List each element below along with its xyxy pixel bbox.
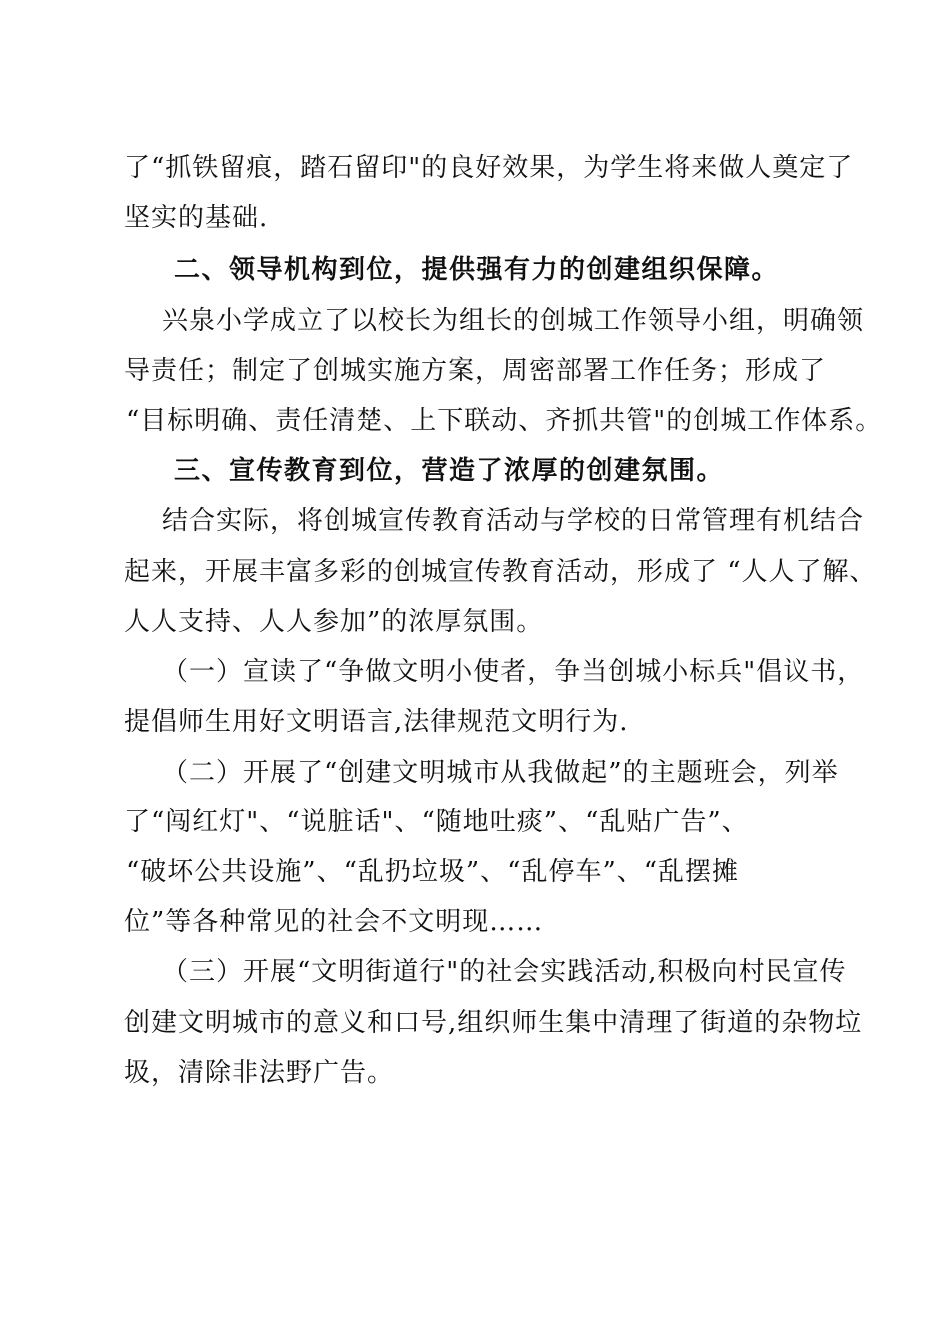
paragraph-line: 了“抓铁留痕，踏石留印"的良好效果，为学生将来做人奠定了 — [124, 153, 854, 183]
paragraph-line: 起来，开展丰富多彩的创城宣传教育活动，形成了 “人人了解、 — [124, 557, 877, 587]
paragraph-line: 兴泉小学成立了以校长为组长的创城工作领导小组，明确领 — [162, 306, 865, 336]
list-item-2: （二）开展了“创建文明城市从我做起”的主题班会，列举 — [162, 758, 839, 788]
section-heading-2: 二、领导机构到位，提供强有力的创建组织保障。 — [174, 255, 780, 285]
paragraph-line: 圾，清除非法野广告。 — [124, 1058, 395, 1088]
paragraph-line: 提倡师生用好文明语言,法律规范文明行为. — [124, 707, 629, 737]
paragraph-line: 位”等各种常见的社会不文明现…… — [124, 907, 544, 937]
paragraph-line: “目标明确、责任清楚、上下联动、齐抓共管"的创城工作体系。 — [126, 406, 883, 436]
paragraph-line: 坚实的基础. — [124, 203, 269, 233]
paragraph-line: 了“闯红灯"、“说脏话"、“随地吐痰”、“乱贴广告”、 — [124, 807, 749, 837]
paragraph-line: “破坏公共设施”、“乱扔垃圾”、“乱停车”、“乱摆摊 — [126, 857, 740, 887]
list-item-3: （三）开展“文明街道行"的社会实践活动,积极向村民宣传 — [162, 957, 847, 987]
list-item-1: （一）宣读了“争做文明小使者，争当创城小标兵"倡议书， — [162, 657, 865, 687]
paragraph-line: 创建文明城市的意义和口号,组织师生集中清理了街道的杂物垃 — [124, 1008, 863, 1038]
paragraph-line: 人人支持、人人参加”的浓厚氛围。 — [124, 607, 544, 637]
section-heading-3: 三、宣传教育到位，营造了浓厚的创建氛围。 — [174, 456, 725, 486]
paragraph-line: 导责任；制定了创城实施方案，周密部署工作任务；形成了 — [124, 356, 827, 386]
paragraph-line: 结合实际，将创城宣传教育活动与学校的日常管理有机结合 — [162, 506, 865, 536]
